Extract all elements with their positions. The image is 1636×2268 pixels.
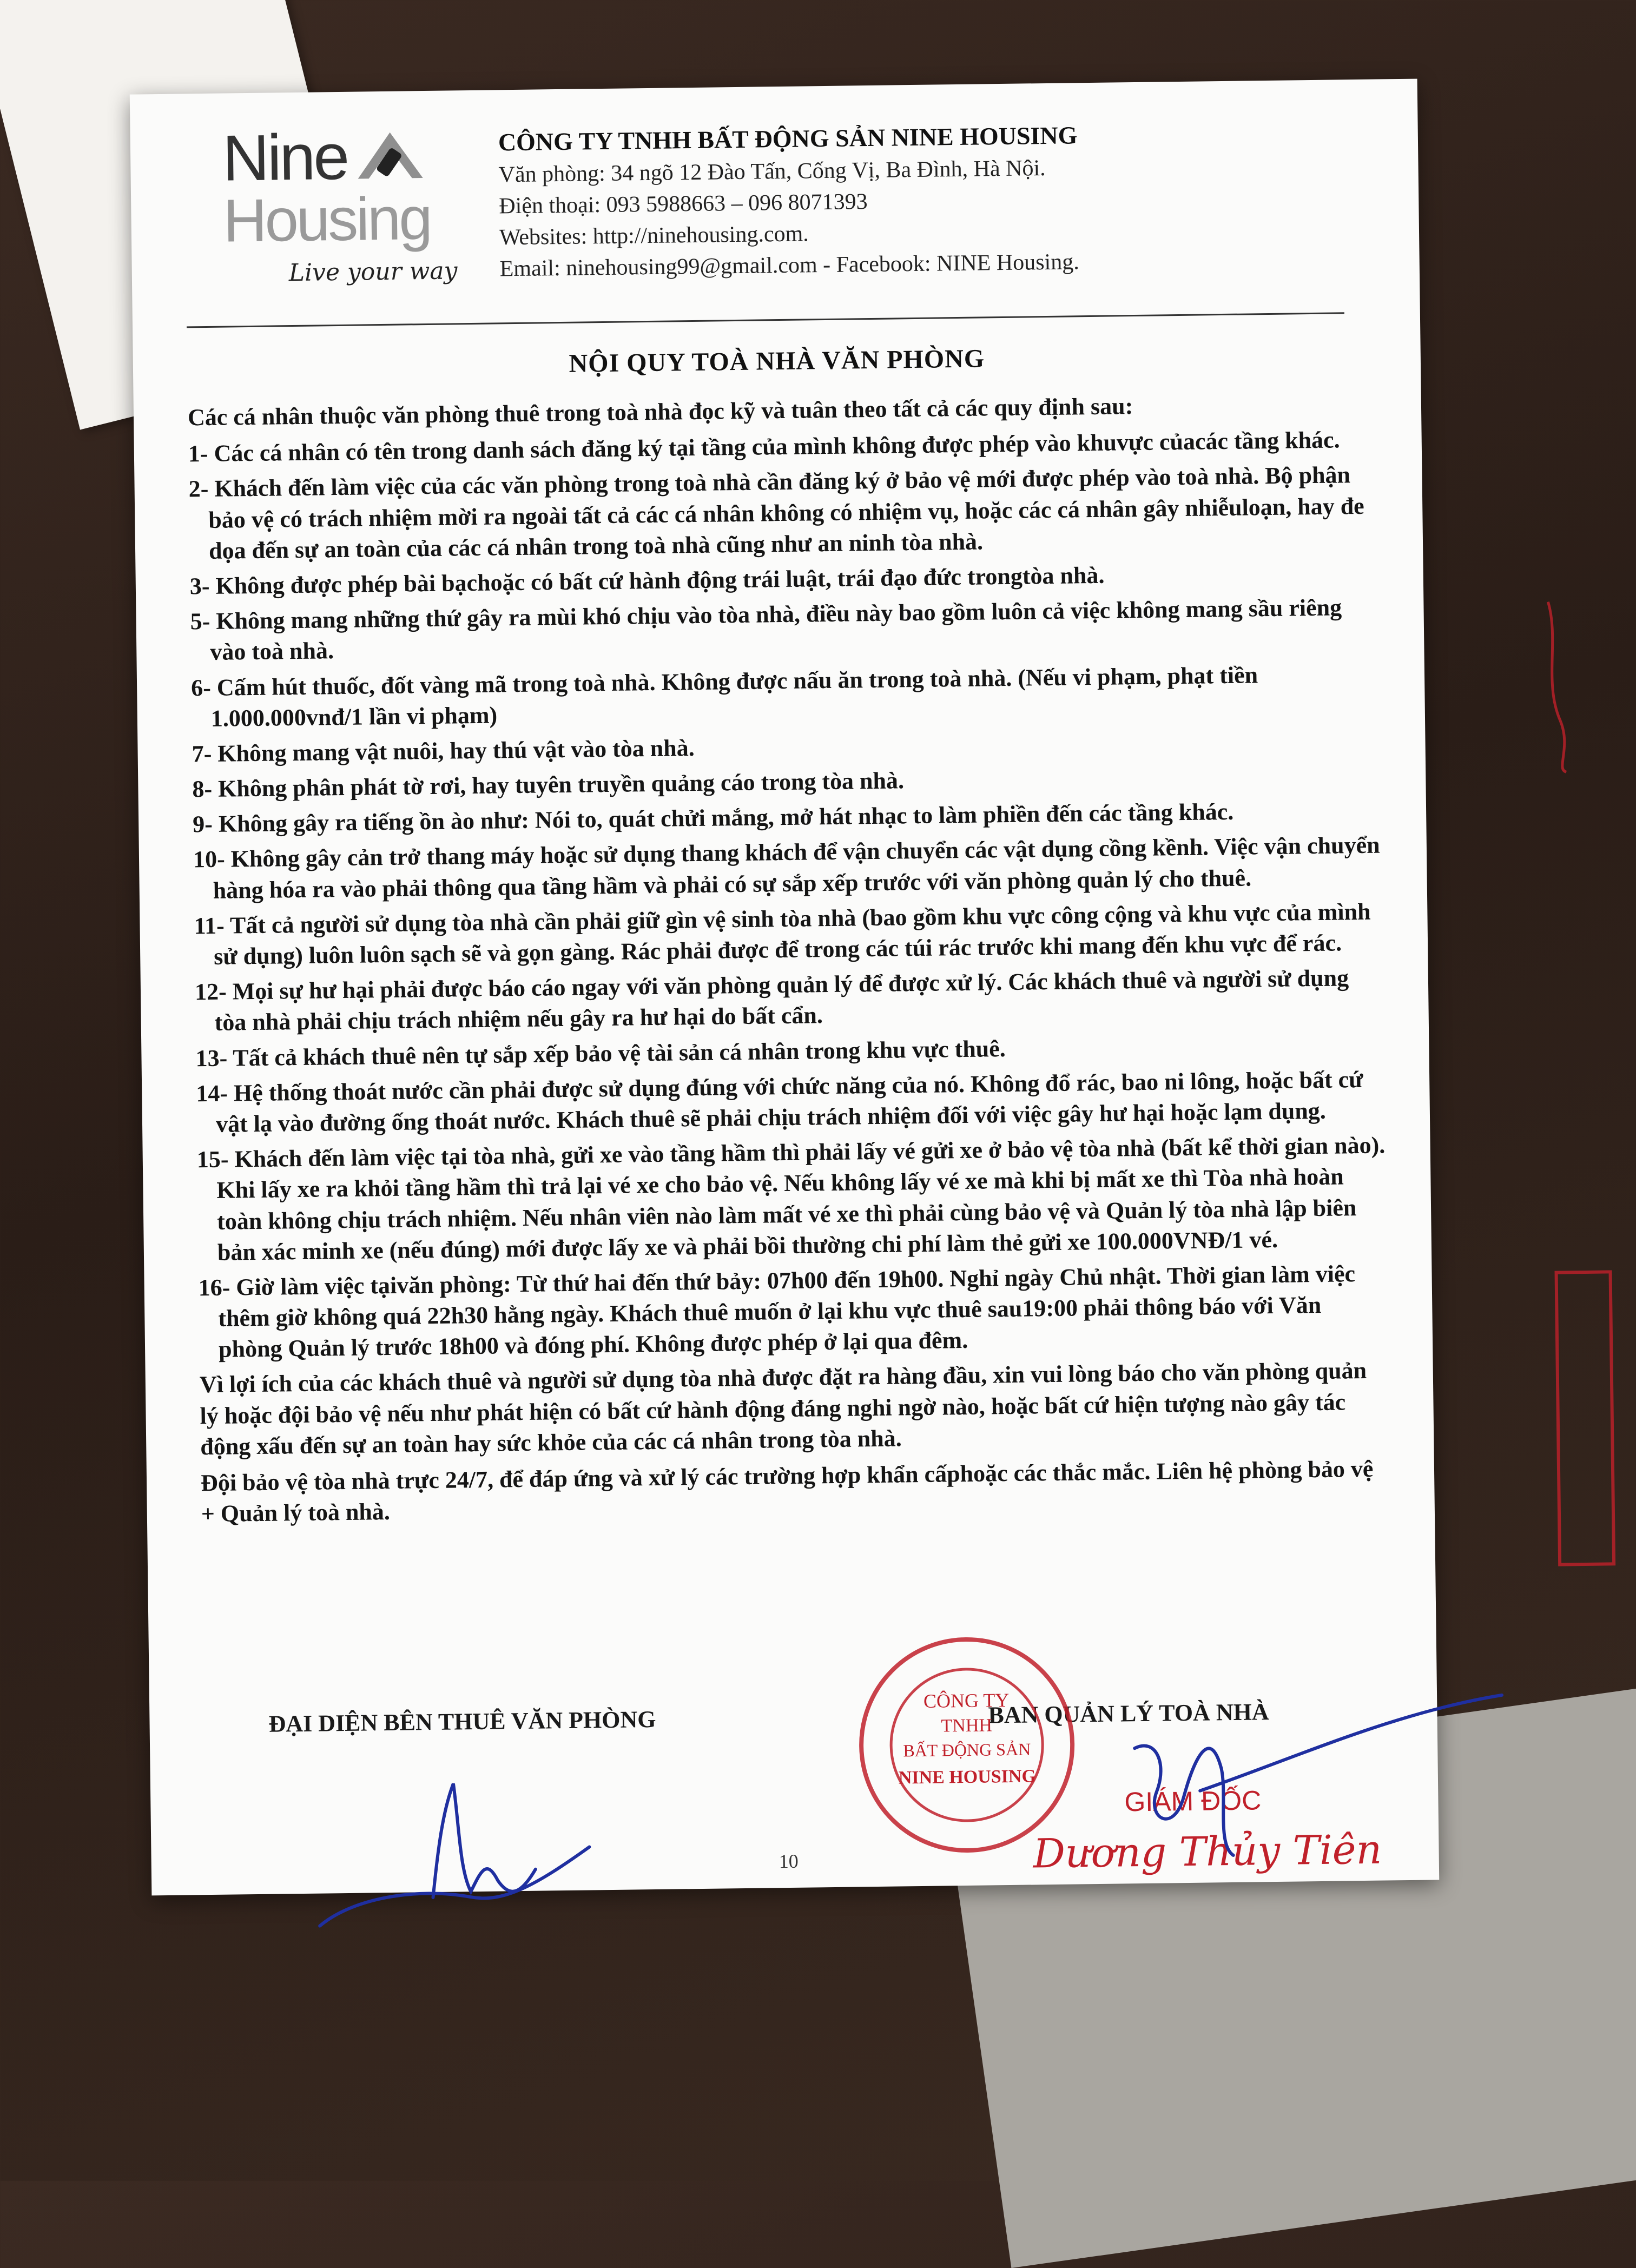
rule-item: 2- Khách đến làm việc của các văn phòng trong toà nhà cần đăng ký ở bảo vệ mới được phép vào toà nhà. Bộ phận bảo vệ có trách nhiệm mời ra ngoài tất cả các cá nhân không có nhiệm vụ, hoặc các cá nhân gây nhiễuloạn, hay đe dọa đến sự an toàn của các cá nhân trong toà nhà cũng như an ninh tòa nhà. — [188, 461, 1364, 564]
tenant-signature-label: ĐẠI DIỆN BÊN THUÊ VĂN PHÒNG — [268, 1706, 656, 1737]
stamp-line-2: TNHH — [941, 1715, 993, 1736]
side-seal-stamp — [1551, 1266, 1619, 1570]
website-line: Websites: http://ninehousing.com. — [499, 221, 809, 250]
rule-item: 12- Mọi sự hư hại phải được báo cáo ngay với văn phòng quản lý để được xử lý. Các khách thuê và người sử dụng tòa nhà phải chịu trách nhiệm nếu gây ra hư hại do bất cẩn. — [194, 964, 1349, 1036]
rule-item: 3- Không được phép bài bạchoặc có bất cứ hành động trái luật, trái đạo đức trongtòa nhà. — [189, 561, 1105, 600]
contact-line: Email: ninehousing99@gmail.com - Facebook: NINE Housing. — [499, 249, 1079, 282]
rule-item: 16- Giờ làm việc tạivăn phòng: Từ thứ hai đến thứ bảy: 07h00 đến 19h00. Nghỉ ngày Chủ nhật. Thời gian làm việc thêm giờ không quá 22h30 hằng ngày. Khách thuê muốn ở lại khu vực thuê sau19:00 phải thông báo với Văn phòng Quản lý trước 18h00 và đóng phí. Không được phép ở lại qua đêm. — [198, 1260, 1356, 1363]
document-title: NỘI QUY TOÀ NHÀ VĂN PHÒNG — [569, 344, 985, 378]
logo-roof-icon — [352, 127, 428, 182]
letterhead — [498, 117, 1365, 288]
rule-item: 8- Không phân phát tờ rơi, hay tuyên truyền quảng cáo trong tòa nhà. — [192, 767, 905, 803]
document-body — [188, 388, 1391, 1535]
rule-item: 13- Tất cả khách thuê nên tự sắp xếp bảo vệ tài sản cá nhân trong khu vực thuê. — [195, 1035, 1006, 1072]
logo-line-1: Nine — [222, 120, 348, 195]
rule-item: 1- Các cá nhân có tên trong danh sách đăng ký tại tầng của mình không được phép vào khuvực củacác tầng khác. — [188, 426, 1340, 467]
director-signature — [1091, 1679, 1515, 1890]
phone-line: Điện thoại: 093 5988663 – 096 8071393 — [499, 189, 868, 219]
rule-item: 15- Khách đến làm việc tại tòa nhà, gửi xe vào tầng hầm thì phải lấy vé gửi xe ở bảo vệ tòa nhà (bất kể thời gian nào). Khi lấy xe ra khỏi tầng hầm thì trả lại vé xe cho bảo vệ. Nếu không lấy vé xe mà khi bị mất xe thì Tòa nhà hoàn toàn không chịu trách nhiệm. Nếu nhân viên nào làm mất vé xe thì phải cùng bảo vệ và Quản lý tòa nhà lập biên bản xác minh xe (nếu đúng) mới được lấy xe và phải bồi thường chi phí làm thẻ gửi xe 100.000VNĐ/1 vé. — [196, 1132, 1386, 1266]
closing-paragraph: Vì lợi ích của các khách thuê và người sử dụng tòa nhà được đặt ra hàng đầu, xin vui lòng báo cho văn phòng quản lý hoặc đội bảo vệ nếu như phát hiện có bất cứ hành động đáng nghi ngờ nào, hoặc bất cứ hiện tượng nào gây tác động xấu đến sự an toàn hay sức khỏe của các cá nhân trong tòa nhà. — [199, 1357, 1367, 1460]
rules-list — [188, 424, 1390, 1365]
rule-item: 9- Không gây ra tiếng ồn ào như: Nói to, quát chửi mắng, mở hát nhạc to làm phiền đến các tầng khác. — [192, 798, 1234, 838]
tenant-signature — [307, 1760, 612, 1942]
company-seal-stamp — [852, 1630, 1082, 1860]
company-logo — [222, 120, 478, 321]
logo-tagline: Live your way — [288, 257, 458, 287]
page-number: 10 — [779, 1850, 799, 1873]
company-name: CÔNG TY TNHH BẤT ĐỘNG SẢN NINE HOUSING — [498, 121, 1078, 156]
rule-item: 14- Hệ thống thoát nước cần phải được sử dụng đúng với chức năng của nó. Không đổ rác, bao ni lông, hoặc bất cứ vật lạ vào đường ống thoát nước. Khách thuê sẽ phải chịu trách nhiệm đối với việc gây hư hại hoặc lạm dụng. — [196, 1066, 1363, 1138]
management-signature-label: BAN QUẢN LÝ TOÀ NHÀ — [988, 1698, 1269, 1729]
document-sheet — [130, 79, 1440, 1896]
rule-item: 7- Không mang vật nuôi, hay thú vật vào tòa nhà. — [192, 734, 695, 768]
intro-text: Các cá nhân thuộc văn phòng thuê trong toà nhà đọc kỹ và tuân theo tất cả các quy định sau: — [187, 393, 1133, 431]
closing-paragraph: Đội bảo vệ tòa nhà trực 24/7, để đáp ứng và xử lý các trường hợp khẩn cấphoặc các thắc mắc. Liên hệ phòng bảo vệ + Quản lý toà nhà. — [200, 1455, 1374, 1528]
stamp-line-1: CÔNG TY — [923, 1689, 1010, 1712]
rule-item: 11- Tất cả người sử dụng tòa nhà cần phải giữ gìn vệ sinh tòa nhà (bao gồm khu vực công cộng và khu vực của mình sử dụng) luôn luôn sạch sẽ và gọn gàng. Rác phải được để trong các túi rác trước khi mang đến khu vực để rác. — [194, 898, 1371, 970]
rule-item: 6- Cấm hút thuốc, đốt vàng mã trong toà nhà. Không được nấu ăn trong toà nhà. (Nếu vi phạm, phạt tiền 1.000.000vnđ/1 lần vi phạm) — [190, 661, 1258, 732]
rule-item: 5- Không mang những thứ gây ra mùi khó chịu vào tòa nhà, điều này bao gồm luôn cả việc không mang sầu riêng vào toà nhà. — [190, 594, 1342, 666]
office-address: Văn phòng: 34 ngõ 12 Đào Tấn, Cống Vị, Ba Đình, Hà Nội. — [498, 155, 1046, 188]
side-seal-stamp-partial — [1537, 596, 1582, 775]
stamp-line-4: NINE HOUSING — [898, 1766, 1037, 1788]
rule-item: 10- Không gây cản trở thang máy hoặc sử dụng thang khách để vận chuyển các vật dụng cồng kềnh. Việc vận chuyển hàng hóa ra vào phải thông qua tầng hầm và phải có sự sắp xếp trước với văn phòng quản lý cho thuê. — [193, 831, 1380, 904]
stamp-line-3: BẤT ĐỘNG SẢN — [903, 1739, 1031, 1761]
director-title: GIÁM ĐỐC — [1124, 1785, 1262, 1817]
director-name: Dương Thủy Tiên — [1033, 1826, 1382, 1877]
logo-line-2: Housing — [222, 184, 431, 255]
